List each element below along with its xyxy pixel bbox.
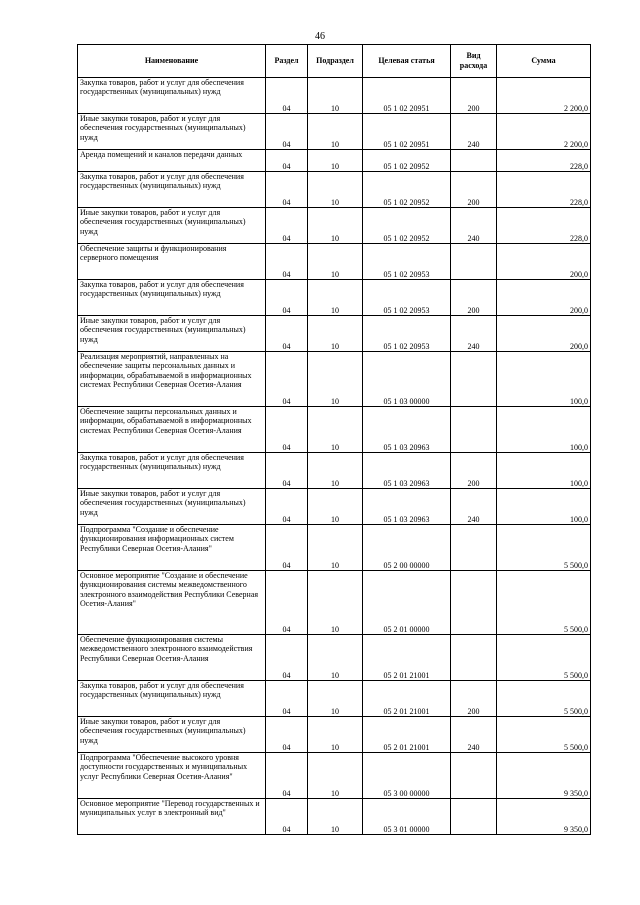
header-subsection: Подраздел <box>308 45 363 78</box>
cell-expense-type: 240 <box>451 316 497 352</box>
table-row <box>78 150 591 172</box>
cell-section: 04 <box>266 172 308 208</box>
cell-sum: 228,0 <box>497 208 591 244</box>
cell-section: 04 <box>266 208 308 244</box>
cell-target: 05 1 02 20953 <box>363 244 451 280</box>
table-row <box>78 753 591 799</box>
cell-expense-type: 240 <box>451 489 497 525</box>
cell-sum: 200,0 <box>497 280 591 316</box>
page-number: 46 <box>315 31 325 42</box>
cell-subsection: 10 <box>308 244 363 280</box>
cell-sum: 9 350,0 <box>497 753 591 799</box>
cell-sum: 100,0 <box>497 407 591 453</box>
table-row <box>78 280 591 316</box>
cell-expense-type <box>451 407 497 453</box>
table-row <box>78 571 591 635</box>
cell-section: 04 <box>266 489 308 525</box>
cell-target: 05 3 01 00000 <box>363 799 451 835</box>
table-row <box>78 78 591 114</box>
cell-subsection: 10 <box>308 208 363 244</box>
cell-section: 04 <box>266 571 308 635</box>
table-row <box>78 407 591 453</box>
cell-target: 05 1 02 20952 <box>363 208 451 244</box>
table-row <box>78 453 591 489</box>
header-expense-type: Вид расхода <box>451 45 497 78</box>
cell-expense-type: 200 <box>451 280 497 316</box>
table-row <box>78 316 591 352</box>
table-row <box>78 717 591 753</box>
cell-expense-type <box>451 525 497 571</box>
cell-section: 04 <box>266 114 308 150</box>
cell-section: 04 <box>266 753 308 799</box>
cell-section: 04 <box>266 244 308 280</box>
cell-name: Закупка товаров, работ и услуг для обеспечения государственных (муниципальных) нужд <box>78 78 266 114</box>
cell-name: Закупка товаров, работ и услуг для обеспечения государственных (муниципальных) нужд <box>78 280 266 316</box>
cell-subsection: 10 <box>308 407 363 453</box>
cell-target: 05 1 02 20952 <box>363 150 451 172</box>
cell-section: 04 <box>266 150 308 172</box>
table-row <box>78 489 591 525</box>
cell-expense-type <box>451 799 497 835</box>
cell-section: 04 <box>266 352 308 407</box>
table-row <box>78 525 591 571</box>
cell-sum: 228,0 <box>497 172 591 208</box>
cell-sum: 9 350,0 <box>497 799 591 835</box>
cell-name: Основное мероприятие "Создание и обеспечение функционирования системы межведомственного электронного взаимодействия Республики Северная Осетия-Алания" <box>78 571 266 635</box>
cell-target: 05 1 02 20951 <box>363 114 451 150</box>
cell-target: 05 1 02 20951 <box>363 78 451 114</box>
cell-expense-type: 240 <box>451 208 497 244</box>
cell-name: Подпрограмма "Обеспечение высокого уровня доступности государственных и муниципальных услуг Республики Северная Осетия-Алания" <box>78 753 266 799</box>
cell-section: 04 <box>266 799 308 835</box>
cell-target: 05 2 01 21001 <box>363 681 451 717</box>
cell-target: 05 1 03 00000 <box>363 352 451 407</box>
table-header-row <box>78 45 591 78</box>
cell-name: Закупка товаров, работ и услуг для обеспечения государственных (муниципальных) нужд <box>78 681 266 717</box>
cell-sum: 5 500,0 <box>497 571 591 635</box>
cell-section: 04 <box>266 453 308 489</box>
cell-section: 04 <box>266 681 308 717</box>
header-target: Целевая статья <box>363 45 451 78</box>
cell-section: 04 <box>266 525 308 571</box>
cell-expense-type: 200 <box>451 172 497 208</box>
cell-subsection: 10 <box>308 316 363 352</box>
cell-name: Аренда помещений и каналов передачи данных <box>78 150 266 172</box>
cell-target: 05 2 01 00000 <box>363 571 451 635</box>
cell-subsection: 10 <box>308 799 363 835</box>
cell-sum: 100,0 <box>497 453 591 489</box>
cell-target: 05 1 03 20963 <box>363 453 451 489</box>
cell-name: Реализация мероприятий, направленных на обеспечение защиты персональных данных и информации, обрабатываемой в информационных системах Республики Северная Осетия-Алания <box>78 352 266 407</box>
table-row <box>78 799 591 835</box>
cell-section: 04 <box>266 78 308 114</box>
cell-target: 05 2 00 00000 <box>363 525 451 571</box>
cell-section: 04 <box>266 717 308 753</box>
cell-expense-type <box>451 753 497 799</box>
table-row <box>78 208 591 244</box>
cell-target: 05 3 00 00000 <box>363 753 451 799</box>
cell-subsection: 10 <box>308 489 363 525</box>
cell-subsection: 10 <box>308 280 363 316</box>
cell-subsection: 10 <box>308 717 363 753</box>
cell-target: 05 2 01 21001 <box>363 635 451 681</box>
table-row <box>78 114 591 150</box>
cell-target: 05 2 01 21001 <box>363 717 451 753</box>
cell-subsection: 10 <box>308 150 363 172</box>
cell-sum: 2 200,0 <box>497 114 591 150</box>
cell-name: Обеспечение функционирования системы межведомственного электронного взаимодействия Республики Северная Осетия-Алания <box>78 635 266 681</box>
cell-subsection: 10 <box>308 681 363 717</box>
cell-name: Иные закупки товаров, работ и услуг для обеспечения государственных (муниципальных) нужд <box>78 114 266 150</box>
header-sum: Сумма <box>497 45 591 78</box>
cell-target: 05 1 02 20953 <box>363 280 451 316</box>
table-row <box>78 635 591 681</box>
cell-subsection: 10 <box>308 525 363 571</box>
cell-name: Обеспечение защиты и функционирования серверного помещения <box>78 244 266 280</box>
table-row <box>78 244 591 280</box>
cell-target: 05 1 02 20952 <box>363 172 451 208</box>
table-row <box>78 172 591 208</box>
cell-expense-type: 240 <box>451 114 497 150</box>
cell-expense-type <box>451 244 497 280</box>
cell-name: Иные закупки товаров, работ и услуг для обеспечения государственных (муниципальных) нужд <box>78 717 266 753</box>
cell-target: 05 1 02 20953 <box>363 316 451 352</box>
cell-name: Основное мероприятие "Перевод государственных и муниципальных услуг в электронный вид" <box>78 799 266 835</box>
cell-expense-type <box>451 635 497 681</box>
cell-expense-type: 240 <box>451 717 497 753</box>
cell-expense-type <box>451 571 497 635</box>
cell-name: Обеспечение защиты персональных данных и информации, обрабатываемой в информационных системах Республики Северная Осетия-Алания <box>78 407 266 453</box>
cell-expense-type: 200 <box>451 453 497 489</box>
cell-name: Закупка товаров, работ и услуг для обеспечения государственных (муниципальных) нужд <box>78 453 266 489</box>
cell-name: Иные закупки товаров, работ и услуг для обеспечения государственных (муниципальных) нужд <box>78 316 266 352</box>
cell-subsection: 10 <box>308 114 363 150</box>
cell-sum: 5 500,0 <box>497 681 591 717</box>
cell-expense-type: 200 <box>451 681 497 717</box>
cell-section: 04 <box>266 316 308 352</box>
cell-subsection: 10 <box>308 635 363 681</box>
cell-sum: 100,0 <box>497 352 591 407</box>
cell-subsection: 10 <box>308 172 363 208</box>
cell-subsection: 10 <box>308 78 363 114</box>
cell-name: Иные закупки товаров, работ и услуг для обеспечения государственных (муниципальных) нужд <box>78 208 266 244</box>
cell-sum: 228,0 <box>497 150 591 172</box>
cell-target: 05 1 03 20963 <box>363 489 451 525</box>
table-row <box>78 681 591 717</box>
cell-sum: 100,0 <box>497 489 591 525</box>
cell-subsection: 10 <box>308 571 363 635</box>
cell-sum: 5 500,0 <box>497 717 591 753</box>
cell-expense-type: 200 <box>451 78 497 114</box>
header-name: Наименование <box>78 45 266 78</box>
cell-section: 04 <box>266 407 308 453</box>
table-row <box>78 352 591 407</box>
budget-table <box>77 44 591 835</box>
cell-target: 05 1 03 20963 <box>363 407 451 453</box>
cell-subsection: 10 <box>308 453 363 489</box>
cell-section: 04 <box>266 280 308 316</box>
cell-section: 04 <box>266 635 308 681</box>
cell-name: Закупка товаров, работ и услуг для обеспечения государственных (муниципальных) нужд <box>78 172 266 208</box>
cell-sum: 5 500,0 <box>497 635 591 681</box>
cell-name: Иные закупки товаров, работ и услуг для обеспечения государственных (муниципальных) нужд <box>78 489 266 525</box>
cell-sum: 200,0 <box>497 316 591 352</box>
cell-name: Подпрограмма "Создание и обеспечение функционирования информационных систем Республики Северная Осетия-Алания" <box>78 525 266 571</box>
cell-subsection: 10 <box>308 352 363 407</box>
cell-sum: 200,0 <box>497 244 591 280</box>
cell-sum: 2 200,0 <box>497 78 591 114</box>
cell-expense-type <box>451 352 497 407</box>
cell-expense-type <box>451 150 497 172</box>
cell-sum: 5 500,0 <box>497 525 591 571</box>
cell-subsection: 10 <box>308 753 363 799</box>
header-section: Раздел <box>266 45 308 78</box>
